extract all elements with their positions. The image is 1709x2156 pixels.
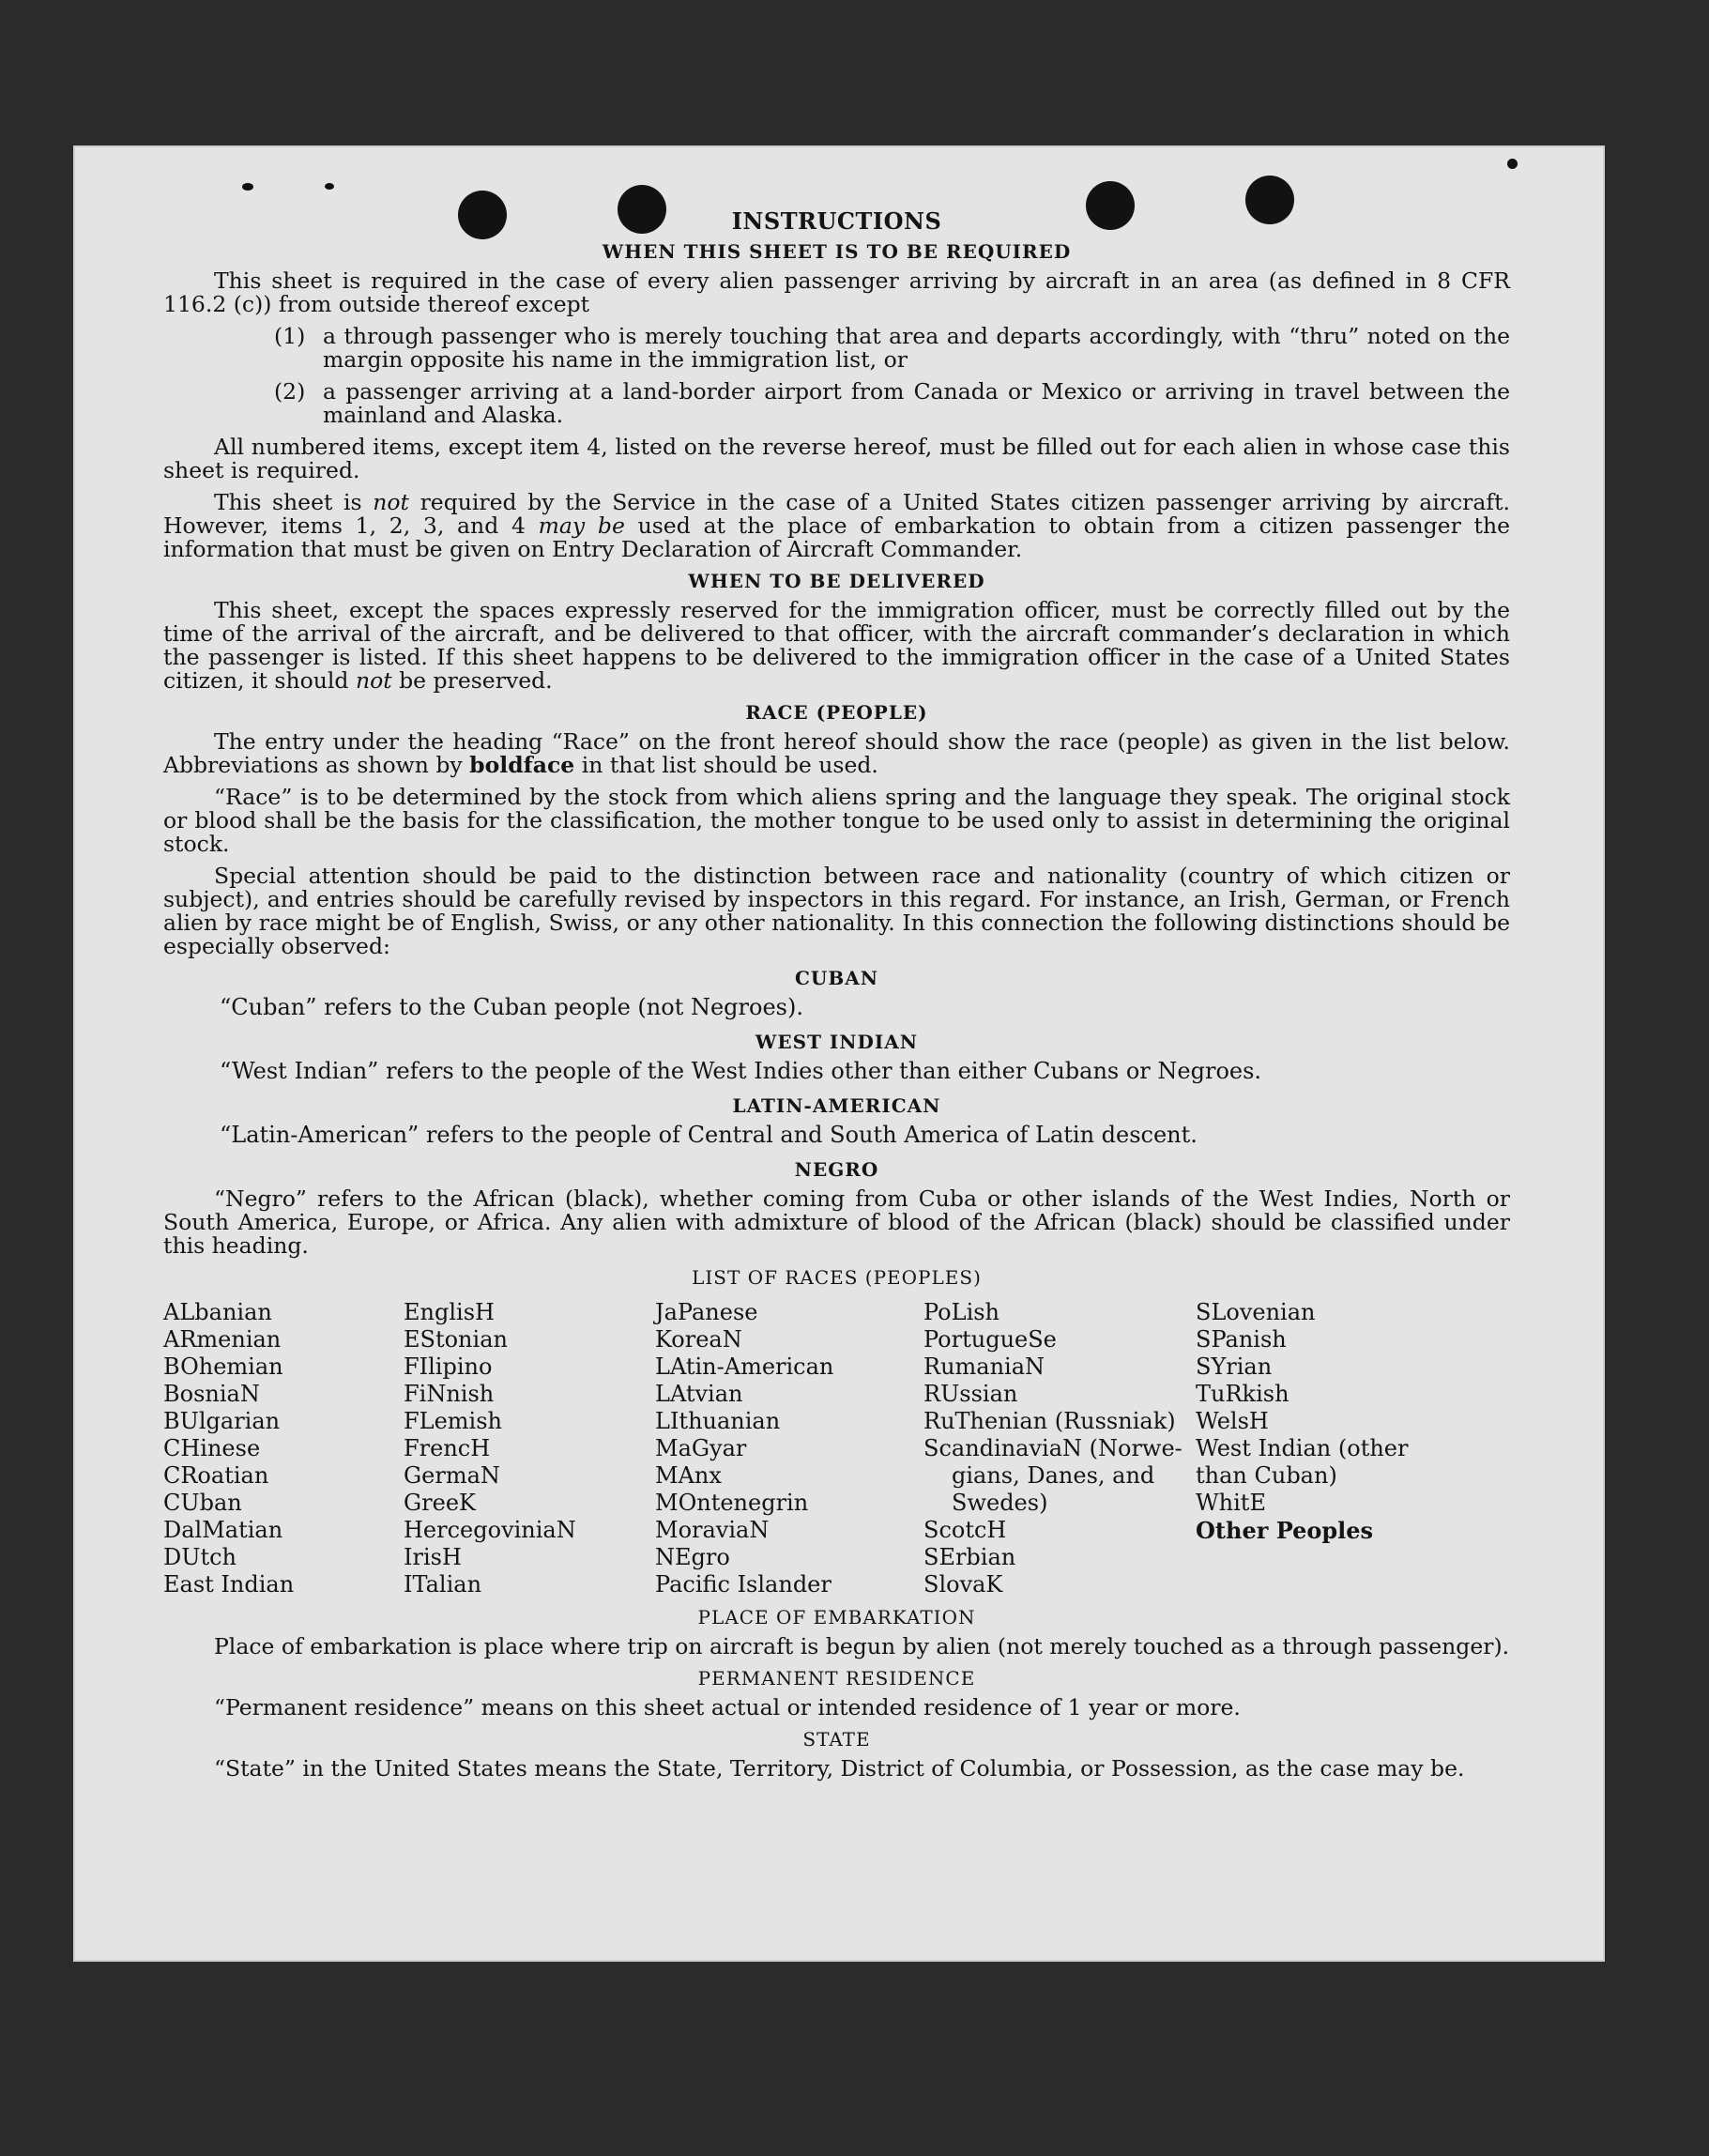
ink-speck — [1507, 159, 1518, 169]
paragraph-race-stock: “Race” is to be determined by the stock from which aliens spring and the language they speak. The original stock or blood shall be the basis for the classification, the mother tongue to be used only to assist in determining the original stock. — [163, 784, 1510, 857]
paragraph-delivery: This sheet, except the spaces expressly reserved for the immigration officer, must be correctly filled out by the time of the arrival of the aircraft, and be delivered to that officer, with the aircraft commander’s declaration in which the passenger is listed. If this sheet happens to be delivered to the immigration officer in the case of a United States citizen, it should not be preserved. — [163, 597, 1510, 694]
paragraph-residence: “Permanent residence” means on this sheet actual or intended residence of 1 year or more. — [214, 1694, 1241, 1720]
race-item: WelsH — [1196, 1408, 1269, 1434]
ink-speck — [242, 183, 253, 191]
race-item: SErbian — [923, 1544, 1016, 1570]
section-heading-race: RACE (PEOPLE) — [745, 701, 928, 724]
race-item: IrisH — [404, 1544, 462, 1570]
race-item: BUlgarian — [163, 1408, 281, 1434]
race-item: EStonian — [404, 1326, 508, 1353]
definition-heading-cuban: CUBAN — [794, 967, 879, 989]
race-item: CHinese — [163, 1435, 261, 1461]
paragraph-race-nationality: Special attention should be paid to the distinction between race and nationality (country of which citizen or subject), and entries should be carefully revised by inspectors in this regard. For instance, an Irish, German, or French alien by race might be of English, Swiss, or any other nationality. In this connection the following distinctions should be especially observed: — [163, 863, 1510, 959]
race-item: GermaN — [404, 1462, 500, 1489]
race-item: PoLish — [923, 1299, 1000, 1325]
race-item: Other Peoples — [1196, 1517, 1374, 1544]
paragraph-state: “State” in the United States means the State, Territory, District of Columbia, or Possession, as the case may be. — [214, 1755, 1465, 1781]
definition-cuban: “Cuban” refers to the Cuban people (not Negroes). — [220, 994, 803, 1020]
paragraph-required-intro: This sheet is required in the case of every alien passenger arriving by aircraft in an area (as defined in 8 CFR 116.2 (c)) from outside thereof except — [163, 268, 1510, 317]
race-item: NEgro — [655, 1544, 730, 1570]
race-item: SlovaK — [923, 1571, 1003, 1598]
race-item: CRoatian — [163, 1462, 269, 1489]
races-column-4 — [923, 1299, 1196, 1598]
race-item: MaGyar — [655, 1435, 747, 1461]
race-item: SLovenian — [1196, 1299, 1316, 1325]
exception-item-2 — [163, 380, 1510, 427]
definition-heading-latin-american: LATIN-AMERICAN — [732, 1094, 941, 1117]
paragraph-citizen-passenger: This sheet is not required by the Service in the case of a United States citizen passenger arriving by aircraft. However, items 1, 2, 3, and 4 may be used at the place of embarkation to obtain from a citizen passenger the information that must be given on Entry Declaration of Aircraft Commander. — [163, 489, 1511, 562]
race-item: DalMatian — [163, 1517, 283, 1543]
race-item: JaPanese — [655, 1299, 758, 1325]
paragraph-numbered-items: All numbered items, except item 4, listed on the reverse hereof, must be filled out for each alien in whose case this sheet is required. — [163, 434, 1510, 483]
race-item: ScotcH — [923, 1517, 1007, 1543]
race-item: FiNnish — [404, 1381, 495, 1407]
section-heading-delivered: WHEN TO BE DELIVERED — [688, 570, 985, 592]
document-sheet — [73, 145, 1605, 1962]
race-item: CUban — [163, 1490, 242, 1516]
race-item: MOntenegrin — [655, 1490, 809, 1516]
item-text: a through passenger who is merely touching that area and departs accordingly, with “thru” noted on the margin opposite his name in the immigration list, or — [323, 323, 1510, 373]
race-item: MAnx — [655, 1462, 722, 1489]
section-heading-embarkation: PLACE OF EMBARKATION — [697, 1606, 976, 1628]
race-item: RUssian — [923, 1381, 1018, 1407]
race-item: LIthuanian — [655, 1408, 781, 1434]
races-column-2 — [404, 1299, 655, 1598]
race-item: FIlipino — [404, 1353, 493, 1380]
race-item: KoreaN — [655, 1326, 742, 1353]
section-heading-residence: PERMANENT RESIDENCE — [697, 1667, 976, 1690]
race-item: LAtin-American — [655, 1353, 834, 1380]
race-item: Pacific Islander — [655, 1571, 832, 1598]
race-item: LAtvian — [655, 1381, 743, 1407]
race-item: MoraviaN — [655, 1517, 770, 1543]
section-heading-required: WHEN THIS SHEET IS TO BE REQUIRED — [602, 240, 1072, 263]
section-heading-state: STATE — [802, 1728, 871, 1751]
item-number: (1) — [274, 323, 306, 349]
race-item: WhitE — [1196, 1490, 1266, 1516]
races-list-heading: LIST OF RACES (PEOPLES) — [692, 1266, 982, 1289]
race-item: DUtch — [163, 1544, 237, 1570]
paragraph-race-entry: The entry under the heading “Race” on the front hereof should show the race (people) as given in the list below. Abbreviations as shown by boldface in that list should be used. — [163, 728, 1510, 778]
race-item: ARmenian — [163, 1326, 282, 1353]
race-item: RumaniaN — [923, 1353, 1045, 1380]
race-item: PortugueSe — [923, 1326, 1057, 1353]
race-item: ITalian — [404, 1571, 482, 1598]
race-item: ALbanian — [163, 1299, 272, 1325]
definition-latin-american: “Latin-American” refers to the people of Central and South America of Latin descent. — [220, 1122, 1198, 1148]
item-number: (2) — [274, 378, 306, 405]
exception-item-1 — [163, 325, 1510, 372]
race-item: TuRkish — [1196, 1381, 1289, 1407]
race-item: FLemish — [404, 1408, 502, 1434]
definition-heading-negro: NEGRO — [794, 1158, 879, 1181]
race-item: RuThenian (Russniak) — [923, 1408, 1176, 1434]
race-item: FrencH — [404, 1435, 491, 1461]
race-item: West Indian (other — [1196, 1435, 1409, 1461]
race-item-continued: than Cuban) — [1196, 1462, 1337, 1489]
race-item: SYrian — [1196, 1353, 1273, 1380]
definition-heading-west-indian: WEST INDIAN — [755, 1031, 919, 1053]
races-column-5 — [1196, 1299, 1440, 1598]
races-column-3 — [655, 1299, 923, 1598]
race-item-continued: Swedes) — [952, 1490, 1048, 1516]
race-item: EnglisH — [404, 1299, 495, 1325]
item-text: a passenger arriving at a land-border airport from Canada or Mexico or arriving in travel between the mainland and Alaska. — [323, 378, 1510, 428]
race-item: BOhemian — [163, 1353, 283, 1380]
definition-negro: “Negro” refers to the African (black), whether coming from Cuba or other islands of the West Indies, North or South America, Europe, or Africa. Any alien with admixture of blood of the African (black) should be classified under this heading. — [163, 1185, 1510, 1259]
document-content — [163, 209, 1510, 1789]
race-item: East Indian — [163, 1571, 295, 1598]
race-item: ScandinaviaN (Norwe- — [923, 1435, 1183, 1461]
races-list — [163, 1299, 1510, 1598]
definition-west-indian: “West Indian” refers to the people of the West Indies other than either Cubans or Negroes. — [220, 1058, 1262, 1084]
page-title: INSTRUCTIONS — [731, 207, 942, 235]
race-item: SPanish — [1196, 1326, 1287, 1353]
race-item: BosniaN — [163, 1381, 260, 1407]
races-column-1 — [163, 1299, 404, 1598]
ink-speck — [325, 183, 334, 190]
race-item: HercegoviniaN — [404, 1517, 576, 1543]
race-item-continued: gians, Danes, and — [952, 1462, 1155, 1489]
paragraph-embarkation: Place of embarkation is place where trip on aircraft is begun by alien (not merely touched as a through passenger). — [214, 1633, 1510, 1659]
race-item: GreeK — [404, 1490, 476, 1516]
